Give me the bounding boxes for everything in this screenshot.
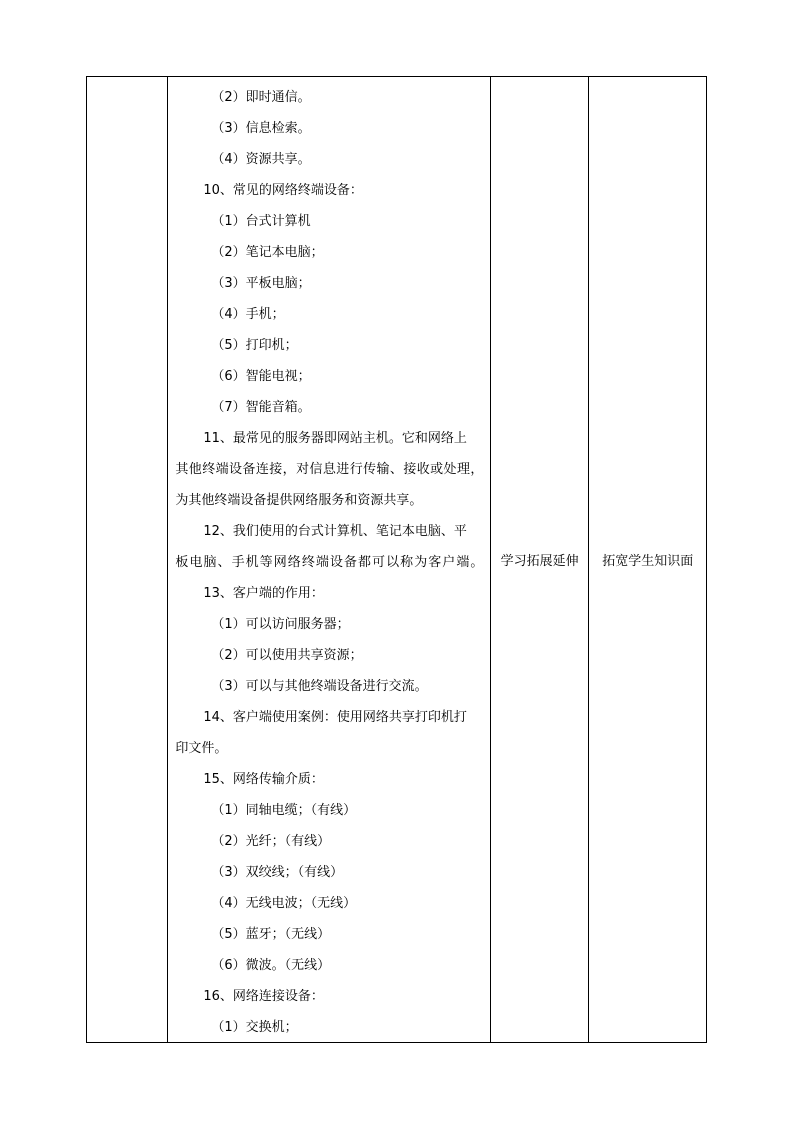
activity-label: 学习拓展延伸 xyxy=(500,554,579,569)
text-line: （5）蓝牙；（无线） xyxy=(211,927,331,942)
text-line: （1）交换机； xyxy=(211,1020,298,1035)
text-line: （5）打印机； xyxy=(211,338,298,353)
purpose-cell xyxy=(589,77,707,1043)
text-line: 12、我们使用的台式计算机、笔记本电脑、平 xyxy=(203,524,467,539)
text-line: （3）平板电脑； xyxy=(211,276,311,291)
text-line: （3）可以与其他终端设备进行交流。 xyxy=(211,679,428,694)
text-line: （1）同轴电缆；（有线） xyxy=(211,803,357,818)
text-line: （2）即时通信。 xyxy=(211,90,311,105)
text-line: （1）可以访问服务器； xyxy=(211,617,350,632)
text-line: （2）笔记本电脑； xyxy=(211,245,324,260)
text-line: 印文件。 xyxy=(175,741,228,756)
text-line: （4）无线电波；（无线） xyxy=(211,896,357,911)
text-line: （4）资源共享。 xyxy=(211,152,311,167)
text-line: 为其他终端设备提供网络服务和资源共享。 xyxy=(175,493,423,508)
text-line: 13、客户端的作用： xyxy=(203,586,324,601)
purpose-label: 拓宽学生知识面 xyxy=(602,554,694,569)
text-line: 11、最常见的服务器即网站主机。它和网络上 xyxy=(203,431,467,446)
text-line: 板电脑、手机等网络终端设备都可以称为客户端。 xyxy=(175,555,484,570)
lesson-table xyxy=(86,76,707,1043)
text-line: （3）信息检索。 xyxy=(211,121,311,136)
table-row xyxy=(87,77,707,1043)
text-line: （3）双绞线；（有线） xyxy=(211,865,344,880)
text-line: 15、网络传输介质： xyxy=(203,772,324,787)
text-line: （2）光纤；（有线） xyxy=(211,834,331,849)
text-line: 其他终端设备连接，对信息进行传输、接收或处理， xyxy=(175,462,484,477)
empty-cell xyxy=(87,77,168,1043)
content-cell xyxy=(168,77,491,1043)
text-line: （6）智能电视； xyxy=(211,369,311,384)
text-line: （1）台式计算机 xyxy=(211,214,311,229)
text-line: （6）微波。（无线） xyxy=(211,958,331,973)
activity-cell xyxy=(490,77,588,1043)
text-line: （4）手机； xyxy=(211,307,285,322)
text-line: 10、常见的网络终端设备： xyxy=(203,183,363,198)
text-line: （2）可以使用共享资源； xyxy=(211,648,363,663)
text-line: 16、网络连接设备： xyxy=(203,989,324,1004)
content-lines xyxy=(175,82,483,1043)
text-line: （7）智能音箱。 xyxy=(211,400,311,415)
text-line: 14、客户端使用案例：使用网络共享打印机打 xyxy=(203,710,467,725)
